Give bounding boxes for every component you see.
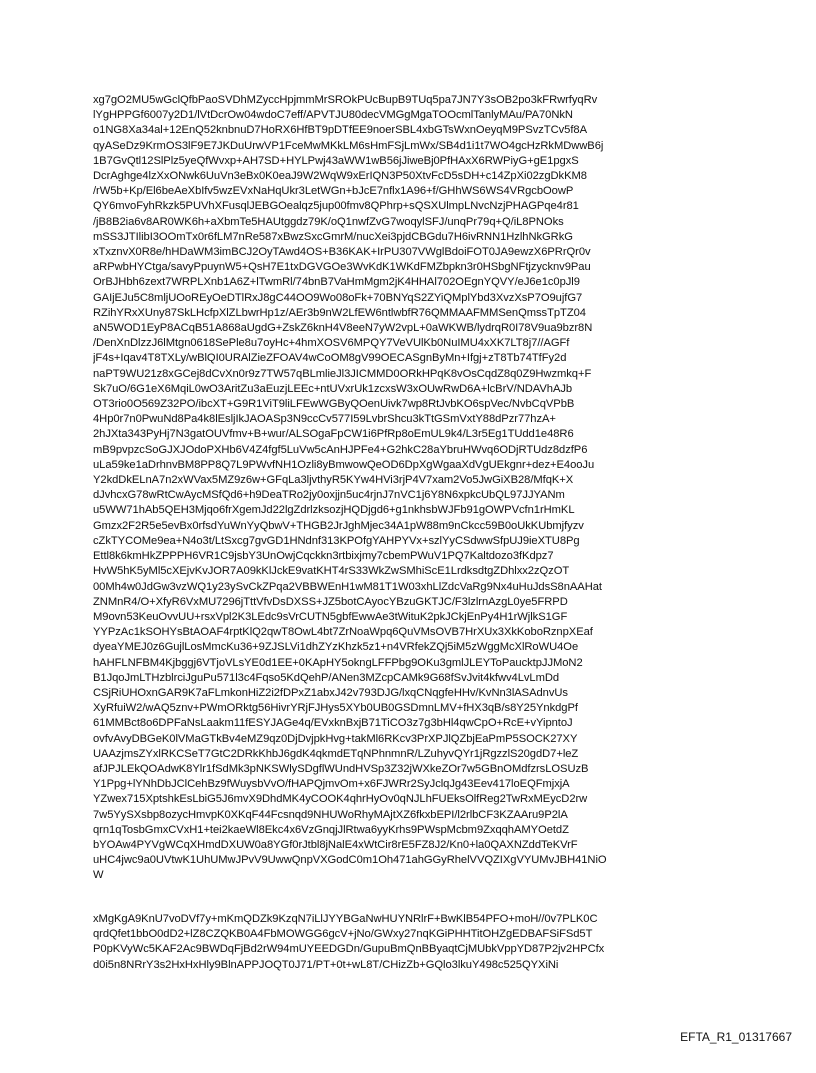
text-line: DcrAghge4lzXxONwk6UuVn3eBx0K0eaJ9W2WqW9xErIQN3P50XtvFcD5sDH+c14ZpXi02zgDkKM8 [93,170,587,183]
text-line: jF4s+Iqav4T8TXLy/wBlQI0URAlZieZFOAV4wCoOM8gV99OECASgnByMn+Ifgj+zT8Tb74TfFy2d [93,352,567,365]
text-line: qrdQfet1bbO0dD2+lZ8CZQKB0A4FbMOWGG6gcV+jNo/GWxy27nqKGiPHHTitOHZgEDBAFSiFSd5T [93,928,593,941]
text-line: YZwex715XptshkEsLbiG5J6mvX9DhdMK4yCOOK4qhrHyOv0qNJLhFUEksOlfReg2TwRxMEycD2rw [93,793,588,806]
text-line: o1NG8Xa34al+12EnQ52knbnuD7HoRX6HfBT9pDTfEE9noerSBL4xbGTsWxnOeyqM9PSvzTCv5f8A [93,124,587,137]
text-line: mB9pvpzcSoGJXJOdoPXHb6V4Z4fgf5LuVw5cAnHJPFe4+G2hkC28aYbruHWvq6ODjRTUdz8dzfP6 [93,443,588,456]
text-line: naPT9WU21z8xGCej8dCvXn0r9z7TW57qBLmlieJl3JICMMD0ORkHPqK8vOsCqdZ8q0Z9Hwzmkq+F [93,367,592,380]
text-line: xMgKgA9KnU7voDVf7y+mKmQDZk9KzqN7iLlJYYBGaNwHUYNRlrF+BwKlB54PFO+moH//0v7PLK0C [93,913,598,925]
text-line: Gmzx2F2R5e5evBx0rfsdYuWnYyQbwV+THGB2JrJghMjec34A1pW88m9nCkcc59B0oUkKUbmjfyzv [93,519,584,532]
text-line: /jB8B2ia6v8AR0WK6h+aXbmTe5HAUtggdz79K/oQ1nwfZvG7woqylSFJ/unqPr79q+Q/iL8PNOks [93,215,564,228]
text-line: GAIjEJu5C8mljUOoREyOeDTlRxJ8gC44OO9Wo08oFk+70BNYqS2ZYiQMplYbd3XvzXsP7O9ujfG7 [93,291,583,304]
text-line: /rW5b+Kp/El6beAeXbIfv5wzEVxNaHqUkr3LetWGn+bJcE7nflx1A96+f/GHhWS6WS4VRgcbOowP [93,185,574,198]
text-line: 1B7GvQtl12SlPlz5yeQfWvxp+AH7SD+HYLPwj43aWW1wB56jJiweBj0PfHAxX6RWPiyG+gE1pgxS [93,154,579,167]
text-line: d0i5n8NRrY3s2HxHxHly9BlnAPPJOQT0J71/PT+0t+wL8T/CHizZb+GQlo3lkuY498c525QYXiNi [93,958,559,971]
text-line: P0pKVyWc5KAF2Ac9BWDqFjBd2rW94mUYEEDGDn/GupuBmQnBByaqtCjMUbkVppYD87P2jv2HPCfx [93,943,605,956]
text-line: mSS3JTIlibI3OOmTx0r6fLM7nRe587xBwzSxcGmrM/nucXei3pjdCBGdu7H6ivRNN1HzlhNkGRkG [93,230,573,243]
text-line: M9ovn53KeuOvvUU+rsxVpl2K3LEdc9sVrCUTN5gbfEwwAe3tWituK2pkJCkjEnPy4H1rWjlkS1GF [93,610,568,623]
text-line: qrn1qTosbGmxCVxH1+tei2kaeWl8Ekc4x6VzGnqjJlRtwa6yyKrhs9PWspMcbm9ZxqqhAMYOetdZ [93,823,569,836]
text-line: W [93,869,104,882]
text-line: bYOAw4PYVgWCqXHmdDXUW0a8YGf0rJtbl8jNalE4xWtCir8rE5FZ8J2/Kn0+la0QAXNZddTeKVrF [93,838,578,851]
text-line: B1JqoJmLTHzblrciJguPu571l3c4Fqso5KdQehP/ANen3MZcpCAMk9G68fSvJvit4kfwv4LvLmDd [93,671,560,684]
text-line: Y1Ppg+lYNhDbJClCehBz9fWuysbVvO/fHAPQjmvOm+x6FJWRr2SyJclqJg43Eev417loEQFmjxjA [93,778,570,791]
text-line: 7w5YySXsbp8ozycHmvpK0XKqF44Fcsnqd9NHUWoRhyMAjtXZ6fkxbEPI/l2rlbCF3KZAAru9P2lA [93,808,568,821]
text-line: Ettl8k6kmHkZPPPH6VR1C9jsbY3UnOwjCqckkn3rtbixjmy7cbemPWuV1PQ7Kaltdozo3fKdpz7 [93,550,554,563]
text-line: UAAzjmsZYxlRKCSeT7GtC2DRkKhbJ6gdK4qkmdETqNPhnmnR/LZuhyvQYr1jRgzzlS20gdD7+leZ [93,747,579,760]
text-line: aN5WOD1EyP8ACqB51A868aUgdG+ZskZ6knH4V8eeN7yW2vpL+0aWKWB/lydrqR0I78V9ua9bzr8N [93,322,593,335]
text-line: OT3rio0O569Z32PO/ibcXT+G9R1ViT9liLFEwWGByQOenUivk7wp8RtJvbKO6spVec/NvbCqVPbB [93,398,575,411]
text-line: afJPJLEkQOAdwK8Ylr1fSdMk3pNKSWlySDgflWUndHVSp3Z32jWXkeZOr7w5GBnOMdfzrsLOSUzB [93,762,589,775]
text-line: hAHFLNFBM4Kjbggj6VTjoVLsYE0d1EE+0KApHY5okngLFFPbg9OKu3gmlJLEYToPaucktpJJMoN2 [93,656,583,669]
text-line: u5WW71hAb5QEH3Mjqo6frXgemJd22lgZdrlzksozjHQDjgd6+g1nkhsbWJFb91gOWPVcfn1rHmKL [93,504,575,517]
text-line: 4Hp0r7n0PwuNd8Pa4k8lEsljIkJAOASp3N9ccCv577I59LvbrShcu3kTtGSmVxtY88dPzr77hzA+ [93,413,556,426]
text-line: OrBJHbh6zext7WRPLXnb1A6Z+lTwmRl/74bnB7VaHmMgm2jK4HHAl702OEgnYQVY/eJ6e1c0pJl9 [93,276,580,289]
encoded-text-block-secondary [93,912,733,973]
text-line: 2hJXta343PyHj7N3gatOUVfmv+B+wur/ALSOgaFpCW1i6PfRp8oEmUL9k4/L3r5Eg1TUdd1e48R6 [93,428,574,441]
document-id-footer: EFTA_R1_01317667 [680,1030,792,1044]
text-line: RZihYRxXUny87SkLHcfpXlZLbwrHp1z/AEr3b9nW2LfEW6ntlwbfR76QMMAAFMMSenQmssTpTZ04 [93,306,586,319]
text-line: Y2kdDkELnA7n2xWVax5MZ9z6w+GFqLa3ljvthyR5KYw4HVi3rjP4V7xam2Vo5JwGiXB28/MfqK+X [93,474,574,487]
text-line: 00Mh4w0JdGw3vzWQ1y23ySvCkZPqa2VBBWEnH1wM81T1W03xhLlZdcVaRg9Nx4uHuJdsS8nAAHat [93,580,602,593]
text-line: dyeaYMEJ0z6GujlLosMmcKu36+9ZJSLVi1dhZYzKhzk5z1+n4VRfekZQj5iM5zWggMcXlRoWU4Oe [93,641,579,654]
text-line: xTxznvX0R8e/hHDaWM3imBCJ2OyTAwd4OS+B36KAK+IrPU307VWglBdoiFOT0JA9ewzX6PRrQr0v [93,246,591,259]
text-line: lYgHPPGf6007y2D1/lVtDcrOw04wdoC7eff/APVTJU80decVMGgMgaTOOcmlTanlyMAu/PA70NkN [93,109,573,122]
text-line: CSjRiUHOxnGAR9K7aFLmkonHiZ2i2fDPxZ1abxJ42v793DJG/lxqCNqgfeHHv/KvNn3lASAdnvUs [93,686,568,699]
text-line: XyRfuiW2/wAQ5znv+PWmORktg56HivrYRjFJHys5XYb0UB0GSDmnLMV+fHX3qB/s8Y25YnkdgPf [93,702,578,715]
text-line: Sk7uO/6G1eX6MqiL0wO3AritZu3aEuzjLEEc+ntUVxrUk1zcxsW3xOUwRwD6A+lcBrV/NDAVhAJb [93,382,573,395]
text-line: uLa59ke1aDrhnvBM8PP8Q7L9PWvfNH1Ozli8yBmwowQeOD6DpXgWgaaXdVgUEkgnr+dez+E4ooJu [93,458,595,471]
encoded-text-block-main [93,93,733,884]
text-line: /DenXnDlzzJ6lMtgn0618SePle8u7oyHc+4hmXOSV6MPQY7VeVUlKb0NuIMU4xXK7LT8j7//AGFf [93,337,570,350]
text-line: ZNMnR4/O+XfyR6VxMU7296jTttVfvDsDXSS+JZ5botCAyocYBzuGKTJC/F3lzlrnAzgL0ye5FRPD [93,595,568,608]
text-line: aRPwbHYCtga/savyPpuynW5+QsH7E1txDGVGOe3WvKdK1WKdFMZbpkn3r0HSbgNFtjzycknv9Pau [93,261,591,274]
text-line: 61MMBct8o6DPFaNsLaakm11fESYJAGe4q/EVxknBxjB71TiCO3z7g3bHl4qwCpO+RcE+vYipntoJ [93,717,573,730]
text-line: dJvhcxG78wRtCwAycMSfQd6+h9DeaTRo2jy0oxjjn5uc4rjnJ7nVC1j6Y8N6xpkcUbQL97JJYANm [93,489,565,502]
text-line: YYPzAc1kSOHYsBtAOAF4rptKlQ2qwT8OwL4bt7ZrNoaWpq6QuVMsOVB7HrXUx3XkKoboRznpXEaf [93,626,593,639]
text-line: HvW5hK5yMl5cXEjvKvJOR7A09kKlJckE9vatKHT4rS33WkZwSMhiScE1LrdksdtgZDhlxx2zQzOT [93,565,570,578]
text-line: QY6mvoFyhRkzk5PUVhXFusqlJEBGOealqz5jup00fmv8QPhrp+sQSXUlmpLNvcNzjPHAGPqe4r81 [93,200,579,213]
text-line: uHC4jwc9a0UVtwK1UhUMwJPvV9UwwQnpVXGodC0m1Oh471ahGGyRhelVVQZIXgVYUMvJBH41NiO [93,854,607,867]
text-line: xg7gO2MU5wGclQfbPaoSVDhMZyccHpjmmMrSROkPUcBupB9TUq5pa7JN7Y3sOB2po3kFRwrfyqRv [93,94,598,106]
text-line: qyASeDz9KrmOS3lF9E7JKDuUrwVP1FceMwMKkLM6sHmFSjLmWx/SB4d1i1t7WO4gcHzRkMDwwB6j [93,139,604,152]
text-line: cZkTYCOMe9ea+N4o3t/LtSxcg7gvGD1HNdnf313KPOfgYAHPYVx+szlYyCSdwwSfpUJ9ieXTU8Pg [93,534,580,547]
text-line: ovfvAvyDBGeK0lVMaGTkBv4eMZ9qz0DjDvjpkHvg+takMl6RKcv3PrXPJlQZbjEaPmP5SOCK27XY [93,732,578,745]
